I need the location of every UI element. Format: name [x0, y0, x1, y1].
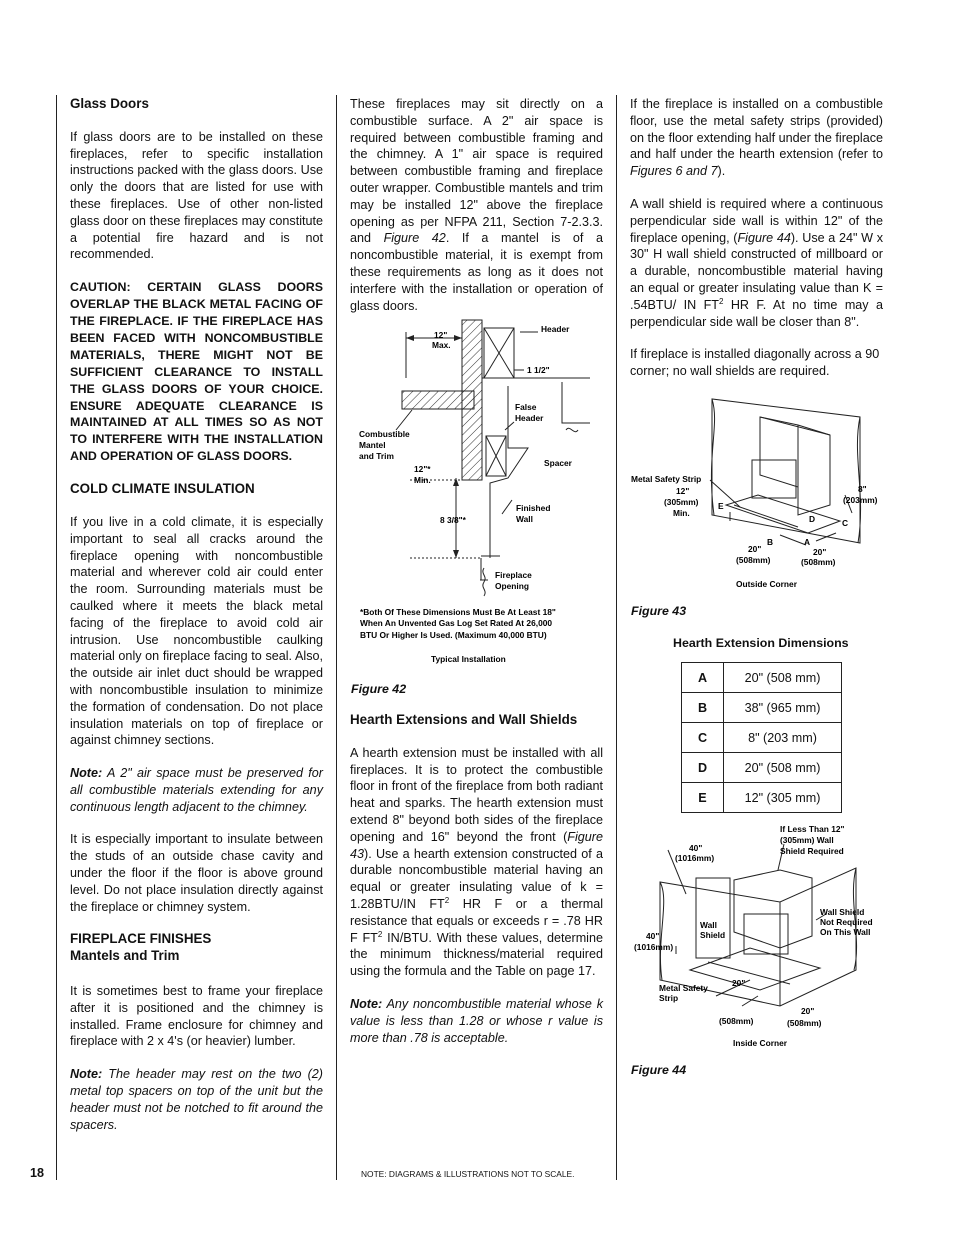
label-false-header: Header — [515, 413, 544, 423]
footnote-line-2: When An Unvented Gas Log Set Rated At 26,000 — [360, 618, 553, 628]
label-40-left: 40" — [646, 931, 660, 941]
row-value: 20" (508 mm) — [724, 663, 842, 693]
text-run: A hearth extension must be installed with all fireplaces. It is to protect the combustible floor in front of the fireplace from both radiant heat and sparks. The hearth extension must extend 8" beyond both sides of the fireplace opening and 16" beyond the front ( — [350, 745, 603, 844]
label-if-less-than: If Less Than 12" — [780, 824, 845, 834]
row-key: E — [682, 783, 724, 813]
text-run: ). — [717, 164, 726, 179]
fireplace-finishes-heading — [70, 931, 323, 965]
figure-ref: Figure 42 — [383, 231, 446, 246]
label-not-required: Not Required — [820, 917, 873, 927]
label-508mm-right: (508mm) — [787, 1018, 822, 1028]
label-metal-safety: Metal Safety — [659, 983, 708, 993]
row-key: B — [682, 693, 724, 723]
cold-climate-heading: COLD CLIMATE INSULATION — [70, 481, 255, 497]
wall-shield-left — [696, 878, 730, 958]
mantels-paragraph: It is sometimes best to frame your fireplace after it is positioned and the chimney is installed. Frame enclosure for chimney and fireplace with 2 x 4's (or heavier) lumber. — [70, 984, 323, 1049]
note-label: Note: — [70, 766, 103, 781]
note-noncombustible — [350, 996, 603, 1046]
column-rule-left — [56, 95, 57, 1180]
note-label: Note: — [70, 1067, 103, 1082]
figure-43-caption: Figure 43 — [631, 604, 687, 618]
label-wall-shield: Wall Shield — [820, 907, 865, 917]
label-12: 12" — [676, 486, 690, 496]
label-1016mm-left: (1016mm) — [634, 942, 674, 952]
superscript: 2 — [444, 895, 450, 905]
glass-doors-paragraph: If glass doors are to be installed on these fireplaces, refer to specific installation instructions packed with the glass doors. Use only the doors that are listed for use with these fireplaces. Use of other non-listed glass door on these fireplaces may constitute a potential fire hazard and is not recommended. — [70, 129, 323, 262]
label-max: Max. — [432, 340, 451, 350]
combustible-paragraph — [350, 96, 603, 314]
label-wall: Wall — [516, 514, 533, 524]
column-1 — [70, 96, 323, 1149]
text-run: These fireplaces may sit directly on a combustible surface. A 2" air space is required between combustible framing and the chimney. A 1" air space is required between combustible framing and fireplace outer wrapper. Combustible mantels and trim may be installed 12" above the fireplace opening as per NFPA 211, Section 7-2.3.3. and — [350, 97, 603, 246]
mantels-title: Mantels and Trim — [70, 948, 180, 964]
label-8: 8" — [858, 484, 867, 494]
row-value: 8" (203 mm) — [724, 723, 842, 753]
typical-installation-diagram — [350, 318, 610, 668]
label-false: False — [515, 402, 537, 412]
label-203mm: (203mm) — [843, 495, 878, 505]
outside-corner-label: Outside Corner — [736, 579, 797, 589]
table-row — [682, 693, 842, 723]
label-mantel: Mantel — [359, 440, 386, 450]
label-1016mm-top: (1016mm) — [675, 853, 715, 863]
label-1-1-2: 1 1/2" — [527, 365, 550, 375]
inside-corner-label: Inside Corner — [733, 1038, 787, 1048]
text-run: IN/BTU. With these values, determine the minimum thickness/material required using the formula and the Table on page 17. — [350, 930, 603, 979]
table-row — [682, 783, 842, 813]
label-spacer: Spacer — [544, 458, 572, 468]
label-20-left: 20" — [732, 978, 746, 988]
label-d: D — [809, 514, 816, 524]
note-label: Note: — [350, 996, 383, 1011]
label-20-a: 20" — [813, 547, 827, 557]
label-b: B — [767, 537, 774, 547]
label-12-max: 12" — [434, 330, 448, 340]
label-combustible: Combustible — [359, 429, 410, 439]
label-shield: Shield — [700, 930, 726, 940]
glass-doors-heading: Glass Doors — [70, 96, 149, 111]
text-run: ). Use a 24" W x 30" H wall shield constructed of millboard or a durable, noncombustible material having an equal or greater insulating value than K = .54BTU/ IN FT — [630, 230, 883, 312]
figure-43-diagram — [630, 395, 890, 595]
label-and-trim: and Trim — [359, 451, 394, 461]
table-title: Hearth Extension Dimensions — [673, 636, 849, 650]
caution-text: CAUTION: CERTAIN GLASS DOORS OVERLAP THE BLACK METAL FACING OF THE FIREPLACE. IF THE FIREPLACE HAS BEEN FACED WITH NONCOMBUSTIBLE MATERIALS, THERE MIGHT NOT BE SUFFICIENT CLEARANCE TO INSTALL THE GLASS DOORS OF YOUR CHOICE. ENSURE ADEQUATE CLEARANCE IS MAINTAINED AT ALL TIMES SO AS NOT TO INTERFERE WITH THE INSTALLATION AND OPERATION OF GLASS DOORS. — [70, 280, 323, 464]
finishes-title: FIREPLACE FINISHES — [70, 931, 212, 947]
table-row — [682, 753, 842, 783]
figure-ref: Figure 43 — [350, 829, 603, 861]
label-40-top: 40" — [689, 843, 703, 853]
label-header: Header — [541, 324, 570, 334]
label-12-min: 12"* — [414, 464, 431, 474]
label-508mm-a: (508mm) — [801, 557, 836, 567]
label-shield-required: Shield Required — [780, 846, 844, 856]
hearth-paragraph — [350, 745, 603, 980]
outside-corner-diagram — [630, 395, 890, 595]
text-run: HR F. At no time may a perpendicular side wall be closer than 8". — [630, 297, 884, 329]
diagonal-paragraph: If fireplace is installed diagonally across a 90 corner; no wall shields are required. — [630, 347, 880, 379]
text-run: . If a mantel is of a noncombustible material, it is exempt from these requirements as long as it does not interfere with the installation or operation of glass doors. — [350, 231, 603, 313]
label-e: E — [718, 501, 724, 511]
label-c: C — [842, 518, 849, 528]
page-number: 18 — [30, 1166, 45, 1180]
label-strip: Strip — [659, 993, 679, 1003]
hearth-heading: Hearth Extensions and Wall Shields — [350, 712, 578, 727]
typical-installation-label: Typical Installation — [431, 654, 506, 664]
figure-42-caption: Figure 42 — [351, 682, 407, 696]
label-metal-safety-strip: Metal Safety Strip — [631, 474, 702, 484]
footnote-line-3: BTU Or Higher Is Used. (Maximum 40,000 BTU) — [360, 630, 547, 640]
cold-climate-paragraph: If you live in a cold climate, it is especially important to seal all cracks around the fireplace opening with noncombustible material and wherever cold air could enter the room. Surrounding materials must be caulked where it meets the black metal facing of the fireplace to avoid cold air intrusion. Use noncombustible caulking material only on fireplace facing to seal. Also, the outside air inlet duct should be wrapped with noncombustible insulation to minimize the formation of condensation. Do not place insulation materials on top of fireplace or against chimney sections. — [70, 514, 323, 748]
label-a: A — [804, 537, 811, 547]
text-run: A wall shield is required where a continuous perpendicular side wall is within 12" of the fireplace opening, ( — [630, 196, 883, 245]
label-finished: Finished — [516, 503, 551, 513]
figure-44-diagram — [630, 820, 890, 1055]
label-min: Min. — [673, 508, 690, 518]
label-20-b: 20" — [748, 544, 762, 554]
footer-note: NOTE: DIAGRAMS & ILLUSTRATIONS NOT TO SCALE. — [361, 1169, 575, 1179]
label-508mm-left: (508mm) — [719, 1016, 754, 1026]
inside-corner-diagram — [630, 820, 890, 1055]
label-min: Min. — [414, 475, 431, 485]
row-value: 38" (965 mm) — [724, 693, 842, 723]
superscript: 2 — [377, 929, 383, 939]
wall-shield-paragraph — [630, 196, 883, 330]
figure-ref: Figures 6 and 7 — [630, 164, 718, 179]
text-run: HR F or a thermal resistance that equals or exceeds r = .78 HR F FT — [350, 896, 603, 945]
note-text: A 2" air space must be preserved for all combustible materials extending for any continuous length adjacent to the chimney. — [70, 766, 323, 814]
text-run: ). Use a hearth extension constructed of a durable noncombustible material having an equal or greater insulating value of k = 1.28BTU/IN FT — [350, 846, 603, 911]
label-20-right: 20" — [801, 1006, 815, 1016]
safety-strips-paragraph — [630, 96, 883, 180]
insulation-paragraph: It is especially important to insulate between the studs of an outside chase cavity and under the floor if the floor is above ground level. Do not place insulation directly against the fireplace or chimney system. — [70, 832, 323, 914]
column-rule-right — [616, 95, 617, 1180]
label-508mm-b: (508mm) — [736, 555, 771, 565]
label-8-3-8: 8 3/8"* — [440, 515, 466, 525]
figure-44-caption: Figure 44 — [631, 1063, 687, 1077]
label-wall: Wall — [700, 920, 717, 930]
column-2-lower — [350, 712, 603, 1062]
column-3 — [630, 96, 883, 396]
note-text: Any noncombustible material whose k value is less than 1.28 or whose r value is more than .78 is acceptable. — [350, 996, 603, 1045]
note-header — [70, 1066, 323, 1133]
column-rule-middle — [336, 95, 337, 1180]
row-key: C — [682, 723, 724, 753]
label-on-this-wall: On This Wall — [820, 927, 871, 937]
footnote-line-1: *Both Of These Dimensions Must Be At Least 18" — [360, 607, 556, 617]
figure-42-diagram — [350, 318, 610, 668]
row-key: A — [682, 663, 724, 693]
mantel — [402, 391, 474, 409]
label-305mm: (305mm) — [664, 497, 699, 507]
text-run: If the fireplace is installed on a combustible floor, use the metal safety strips (provided) on the floor extending half under the fireplace and half under the hearth extension (refer to — [630, 97, 883, 162]
note-text: The header may rest on the two (2) metal top spacers on top of the unit but the header must not be notched to fit around the spacers. — [70, 1067, 323, 1132]
figure-ref: Figure 44 — [737, 230, 791, 245]
table-row — [682, 723, 842, 753]
hearth-extension-table — [681, 662, 842, 813]
table-row — [682, 663, 842, 693]
label-opening: Opening — [495, 581, 529, 591]
label-fireplace: Fireplace — [495, 570, 532, 580]
row-key: D — [682, 753, 724, 783]
note-air-space — [70, 765, 323, 815]
superscript: 2 — [718, 296, 724, 306]
row-value: 20" (508 mm) — [724, 753, 842, 783]
row-value: 12" (305 mm) — [724, 783, 842, 813]
label-305mm-wall: (305mm) Wall — [780, 835, 834, 845]
column-2 — [350, 96, 603, 330]
